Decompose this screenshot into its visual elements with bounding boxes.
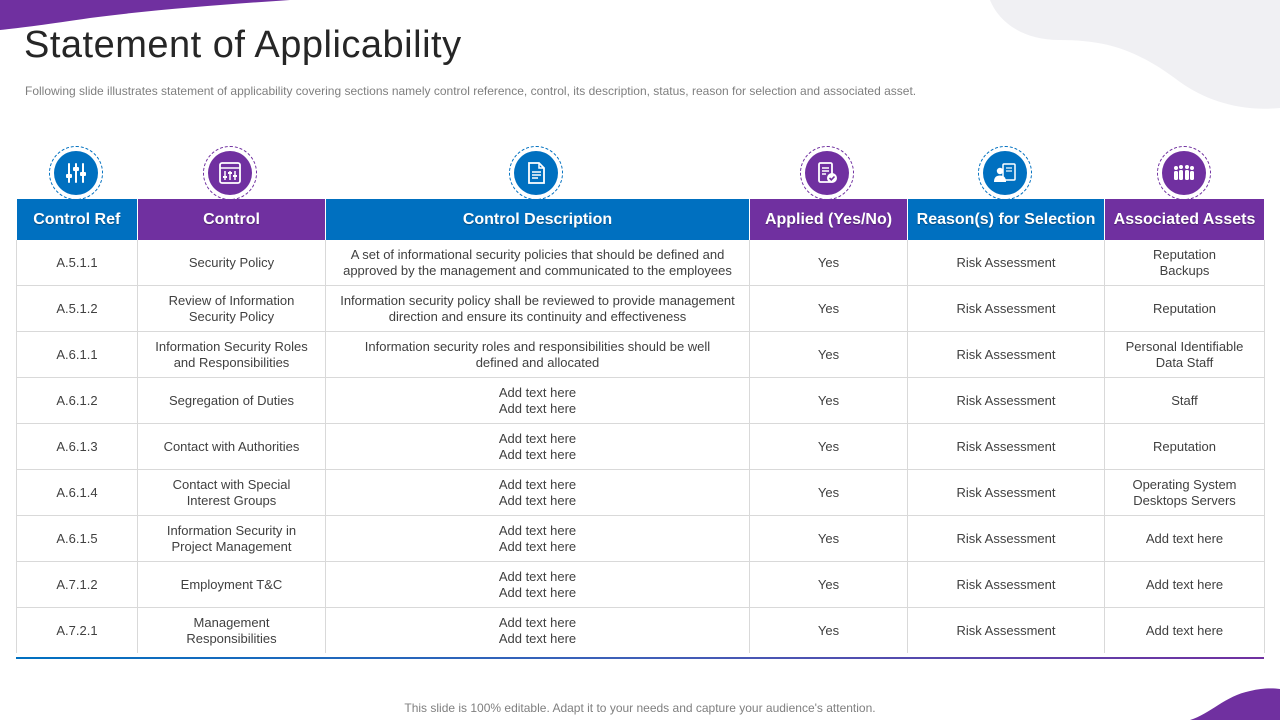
description-cell bbox=[326, 562, 750, 608]
description-line: Add text here bbox=[498, 476, 577, 492]
table-row bbox=[17, 378, 1265, 424]
table-row bbox=[17, 286, 1265, 332]
control-ref-cell: A.6.1.2 bbox=[17, 378, 138, 424]
description-line: Add text here bbox=[498, 584, 577, 600]
control-cell bbox=[138, 516, 326, 562]
table-header-row bbox=[17, 199, 1265, 240]
reason-cell: Risk Assessment bbox=[908, 516, 1105, 562]
applied-cell: Yes bbox=[750, 332, 908, 378]
control-ref-cell: A.6.1.5 bbox=[17, 516, 138, 562]
applied-cell: Yes bbox=[750, 562, 908, 608]
control-line: Contact with Authorities bbox=[163, 438, 300, 454]
asset-line: Add text here bbox=[1145, 622, 1224, 638]
applied-cell: Yes bbox=[750, 516, 908, 562]
column-header-control: Control bbox=[138, 199, 326, 240]
table-row bbox=[17, 608, 1265, 654]
header-icon-row bbox=[16, 146, 1264, 198]
asset-line: Desktops Servers bbox=[1133, 492, 1236, 508]
table-bottom-rule bbox=[16, 657, 1264, 659]
description-cell bbox=[326, 332, 750, 378]
statement-of-applicability-table bbox=[16, 199, 1265, 653]
column-header-reason: Reason(s) for Selection bbox=[908, 199, 1105, 240]
control-ref-cell: A.7.2.1 bbox=[17, 608, 138, 654]
description-cell bbox=[326, 286, 750, 332]
reason-cell: Risk Assessment bbox=[908, 562, 1105, 608]
control-line: Information Security Roles bbox=[155, 338, 308, 354]
table-row bbox=[17, 516, 1265, 562]
control-line: Employment T&C bbox=[180, 576, 283, 592]
applied-cell: Yes bbox=[750, 470, 908, 516]
control-line: Project Management bbox=[171, 538, 292, 554]
description-line: Add text here bbox=[498, 538, 577, 554]
control-cell bbox=[138, 332, 326, 378]
control-ref-cell: A.5.1.1 bbox=[17, 240, 138, 286]
reason-cell: Risk Assessment bbox=[908, 286, 1105, 332]
slide-footer-note: This slide is 100% editable. Adapt it to your needs and capture your audience's attention. bbox=[404, 701, 876, 715]
assets-cell bbox=[1105, 516, 1265, 562]
control-cell bbox=[138, 286, 326, 332]
description-line: approved by the management and communicated to the employees bbox=[343, 262, 732, 278]
asset-line: Reputation bbox=[1153, 246, 1216, 262]
control-ref-cell: A.6.1.3 bbox=[17, 424, 138, 470]
asset-line: Reputation bbox=[1153, 438, 1216, 454]
asset-line: Data Staff bbox=[1155, 354, 1214, 370]
description-line: Add text here bbox=[498, 614, 577, 630]
applied-cell: Yes bbox=[750, 378, 908, 424]
assets-cell bbox=[1105, 332, 1265, 378]
control-ref-cell: A.5.1.2 bbox=[17, 286, 138, 332]
column-header-associated-assets: Associated Assets bbox=[1105, 199, 1265, 240]
control-line: Review of Information bbox=[168, 292, 295, 308]
description-line: Add text here bbox=[498, 568, 577, 584]
asset-line: Personal Identifiable bbox=[1125, 338, 1244, 354]
table-row bbox=[17, 470, 1265, 516]
people-group-icon bbox=[1157, 146, 1211, 200]
control-cell bbox=[138, 562, 326, 608]
description-line: direction and ensure its continuity and effectiveness bbox=[388, 308, 687, 324]
description-cell bbox=[326, 378, 750, 424]
control-line: Information Security in bbox=[166, 522, 297, 538]
asset-line: Reputation bbox=[1153, 300, 1216, 316]
control-ref-cell: A.6.1.1 bbox=[17, 332, 138, 378]
control-line: and Responsibilities bbox=[173, 354, 290, 370]
description-cell bbox=[326, 608, 750, 654]
description-cell bbox=[326, 470, 750, 516]
id-card-user-icon bbox=[978, 146, 1032, 200]
description-line: defined and allocated bbox=[475, 354, 600, 370]
reason-cell: Risk Assessment bbox=[908, 332, 1105, 378]
control-line: Management bbox=[193, 614, 270, 630]
description-cell bbox=[326, 424, 750, 470]
control-line: Segregation of Duties bbox=[168, 392, 295, 408]
control-line: Security Policy bbox=[188, 254, 275, 270]
asset-line: Add text here bbox=[1145, 530, 1224, 546]
description-line: A set of informational security policies that should be defined and bbox=[350, 246, 725, 262]
control-cell bbox=[138, 470, 326, 516]
top-right-blob-decoration bbox=[990, 0, 1280, 110]
column-header-control-description: Control Description bbox=[326, 199, 750, 240]
control-cell bbox=[138, 608, 326, 654]
column-header-applied: Applied (Yes/No) bbox=[750, 199, 908, 240]
reason-cell: Risk Assessment bbox=[908, 378, 1105, 424]
description-line: Information security roles and responsibilities should be well bbox=[364, 338, 711, 354]
asset-line: Add text here bbox=[1145, 576, 1224, 592]
description-line: Add text here bbox=[498, 522, 577, 538]
applied-cell: Yes bbox=[750, 286, 908, 332]
control-line: Contact with Special bbox=[172, 476, 291, 492]
assets-cell bbox=[1105, 240, 1265, 286]
document-icon bbox=[509, 146, 563, 200]
control-ref-cell: A.7.1.2 bbox=[17, 562, 138, 608]
reason-cell: Risk Assessment bbox=[908, 470, 1105, 516]
checklist-icon bbox=[800, 146, 854, 200]
sliders-icon bbox=[49, 146, 103, 200]
column-header-control-ref: Control Ref bbox=[17, 199, 138, 240]
reason-cell: Risk Assessment bbox=[908, 424, 1105, 470]
control-line: Responsibilities bbox=[186, 630, 277, 646]
applied-cell: Yes bbox=[750, 240, 908, 286]
assets-cell bbox=[1105, 562, 1265, 608]
control-cell bbox=[138, 378, 326, 424]
asset-line: Staff bbox=[1171, 392, 1198, 408]
control-cell bbox=[138, 240, 326, 286]
assets-cell bbox=[1105, 286, 1265, 332]
description-cell bbox=[326, 516, 750, 562]
description-line: Information security policy shall be reviewed to provide management bbox=[340, 292, 735, 308]
table-row bbox=[17, 240, 1265, 286]
reason-cell: Risk Assessment bbox=[908, 608, 1105, 654]
slide-title: Statement of Applicability bbox=[24, 24, 462, 66]
asset-line: Operating System bbox=[1132, 476, 1237, 492]
description-cell bbox=[326, 240, 750, 286]
asset-line: Backups bbox=[1159, 262, 1210, 278]
assets-cell bbox=[1105, 378, 1265, 424]
description-line: Add text here bbox=[498, 492, 577, 508]
description-line: Add text here bbox=[498, 400, 577, 416]
slide-subtitle: Following slide illustrates statement of applicability covering sections namely control reference, control, its description, status, reason for selection and associated asset. bbox=[25, 84, 917, 98]
table-row bbox=[17, 424, 1265, 470]
reason-cell: Risk Assessment bbox=[908, 240, 1105, 286]
description-line: Add text here bbox=[498, 446, 577, 462]
control-line: Interest Groups bbox=[186, 492, 277, 508]
assets-cell bbox=[1105, 608, 1265, 654]
description-line: Add text here bbox=[498, 430, 577, 446]
description-line: Add text here bbox=[498, 630, 577, 646]
applied-cell: Yes bbox=[750, 608, 908, 654]
table-row bbox=[17, 332, 1265, 378]
control-panel-icon bbox=[203, 146, 257, 200]
control-cell bbox=[138, 424, 326, 470]
description-line: Add text here bbox=[498, 384, 577, 400]
applied-cell: Yes bbox=[750, 424, 908, 470]
assets-cell bbox=[1105, 424, 1265, 470]
table-row bbox=[17, 562, 1265, 608]
control-ref-cell: A.6.1.4 bbox=[17, 470, 138, 516]
control-line: Security Policy bbox=[188, 308, 275, 324]
assets-cell bbox=[1105, 470, 1265, 516]
